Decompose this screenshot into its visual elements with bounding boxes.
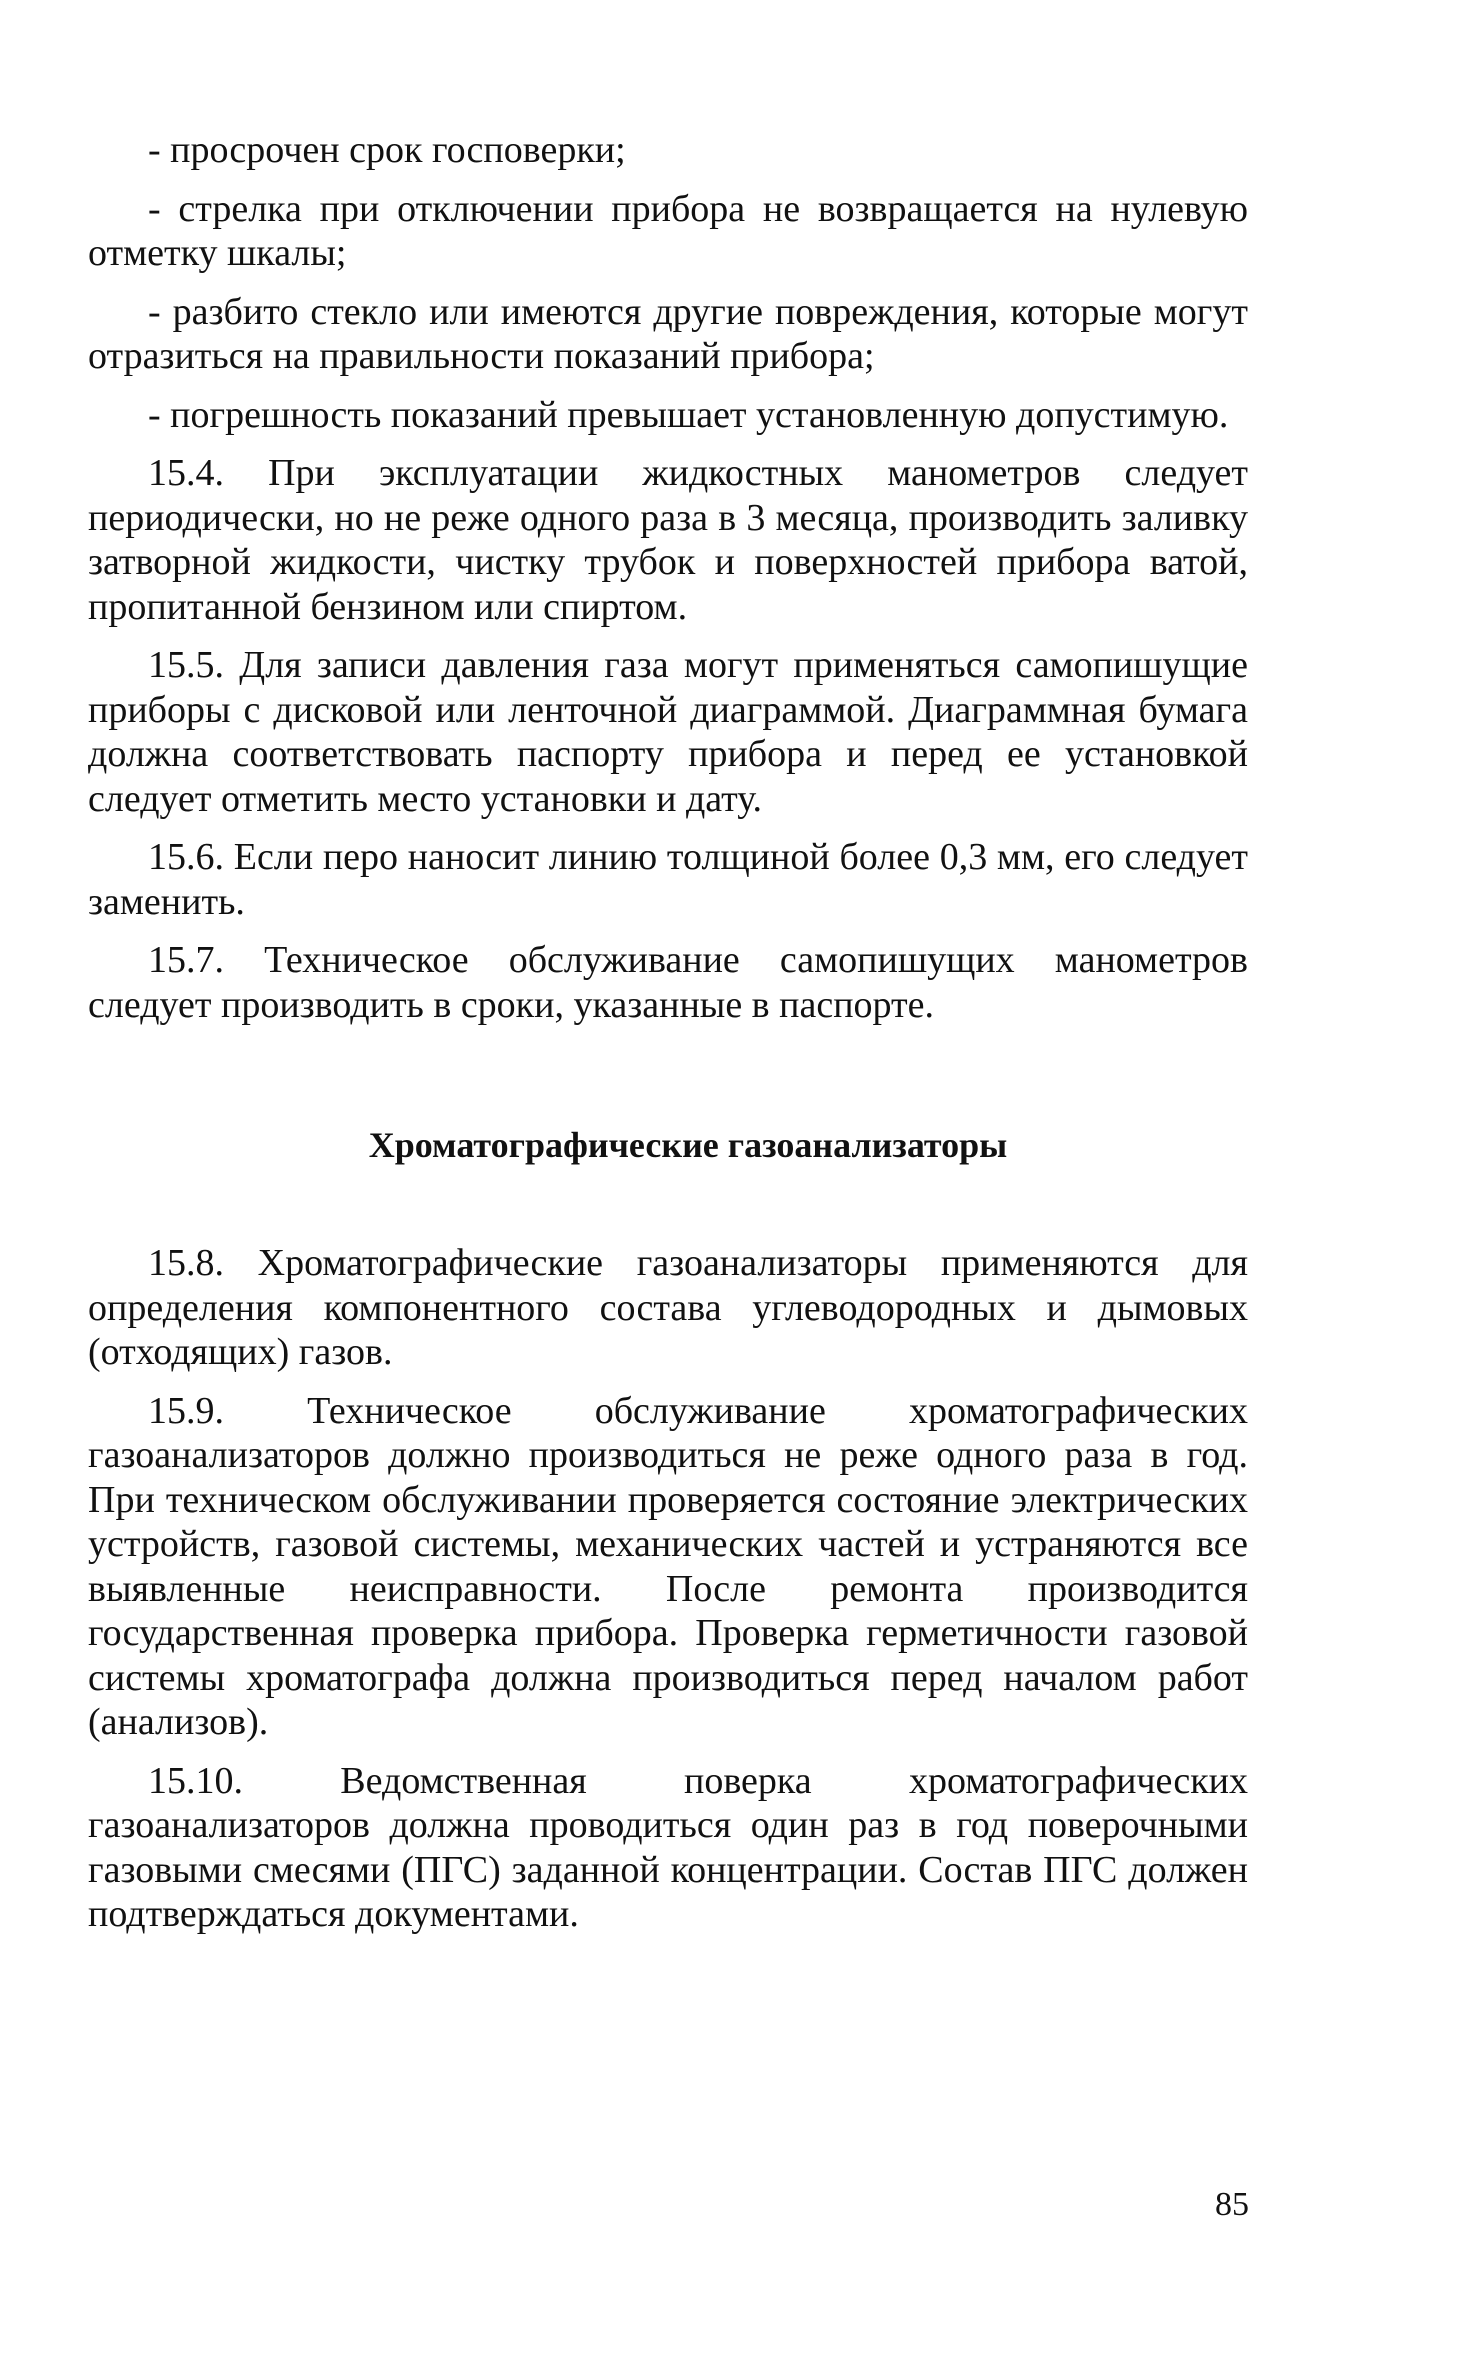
paragraph-15-8: 15.8. Хроматографические газоанализаторы применяются для определения компонентного состава углеводородных и дымовых (отходящих) газов. bbox=[88, 1242, 1248, 1373]
paragraph-15-5: 15.5. Для записи давления газа могут применяться самопишущие приборы с дисковой или ленточной диаграммой. Диаграммная бумага должна соответствовать паспорту прибора и перед ее установкой следует отметить место установки и дату. bbox=[88, 644, 1248, 820]
list-item-needle-not-returning: - стрелка при отключении прибора не возвращается на нулевую отметку шкалы; bbox=[88, 187, 1248, 274]
list-item-error-exceeds: - погрешность показаний превышает установленную допустимую. bbox=[148, 393, 1229, 436]
paragraph-15-4: 15.4. При эксплуатации жидкостных манометров следует периодически, но не реже одного раза в 3 месяца, производить заливку затворной жидкости, чистку трубок и поверхностей прибора ватой, пропитанной бензином или спиртом. bbox=[88, 452, 1248, 628]
paragraph-15-10: 15.10. Ведомственная поверка хроматографических газоанализаторов должна проводиться один раз в год поверочными газовыми смесями (ПГС) заданной концентрации. Состав ПГС должен подтверждаться документами. bbox=[88, 1759, 1248, 1935]
paragraph-15-7: 15.7. Техническое обслуживание самопишущих манометров следует производить в сроки, указанные в паспорте. bbox=[88, 939, 1248, 1026]
list-item-expired-verification: - просрочен срок госповерки; bbox=[148, 129, 626, 171]
paragraph-15-9: 15.9. Техническое обслуживание хроматографических газоанализаторов должно производиться не реже одного раза в год. При техническом обслуживании проверяется состояние электрических устройств, газовой системы, механических частей и устраняются все выявленные неисправности. После ремонта производится государственная проверка прибора. Проверка герметичности газовой системы хроматографа должна производиться перед началом работ (анализов). bbox=[88, 1389, 1248, 1743]
section-heading: Хроматографические газоанализаторы bbox=[368, 1125, 1008, 1165]
page-number: 85 bbox=[1215, 2186, 1249, 2223]
paragraph-15-6: 15.6. Если перо наносит линию толщиной более 0,3 мм, его следует заменить. bbox=[88, 836, 1248, 923]
page-content bbox=[88, 128, 1248, 1937]
list-item-broken-glass: - разбито стекло или имеются другие повреждения, которые могут отразиться на правильности показаний прибора; bbox=[88, 290, 1248, 377]
